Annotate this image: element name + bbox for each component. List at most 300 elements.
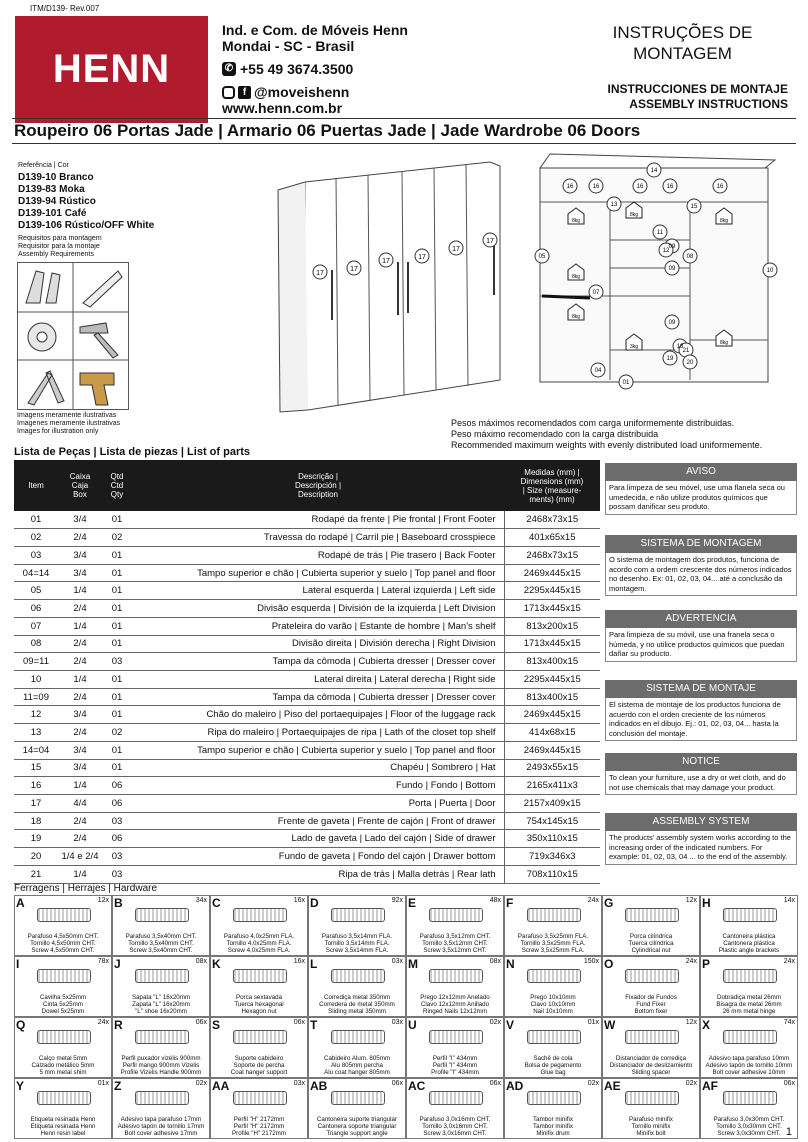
parts-label: Lista de Peças | Lista de piezas | List of parts [14,446,251,458]
callout-label: 15 [690,204,698,210]
hardware-qty: 03x [391,1019,403,1026]
hardware-part-icon [331,1030,385,1044]
tools-illustration [17,262,129,410]
notice-text: The products' assembly system works according to the increasing order of the indicated numbers. For example: 01, 02, 03, 04 ... to the end of the assembly. [605,831,797,865]
hardware-qty: 08x [195,958,207,965]
callout-label: 01 [622,380,630,386]
table-row [14,564,600,582]
weight-tag: 8kg [719,340,729,346]
hardware-item [602,956,700,1017]
hardware-letter: G [604,896,614,910]
hardware-item [210,956,308,1017]
hardware-part-icon [233,1091,287,1105]
weight-tag: 8kg [629,212,639,218]
hardware-qty: 06x [293,1019,305,1026]
social-handle: @moveishenn [254,84,350,100]
callout-label: 14 [650,168,658,174]
table-row [14,529,600,547]
reference-item: D139-106 Rústico/OFF White [18,220,155,231]
description-cell: Chão do maleiro | Piso del portaequipajes | Floor of the luggage rack [132,706,504,724]
hardware-description: Perfil "I" 434mm Perfil "I" 434mm Profile "I" 434mm [431,1055,479,1076]
hardware-part-icon [233,969,287,983]
hardware-item [308,895,406,956]
box-cell: 1/4 [58,670,102,688]
callout-label: 16 [716,184,724,190]
reference-item: D139-10 Branco [18,172,94,183]
hardware-letter: R [114,1018,123,1032]
qty-cell: 06 [102,777,132,795]
hardware-qty: 24x [685,958,697,965]
main-title [560,22,805,64]
notice-text: Para limpieza de su móvil, use una franela seca o húmeda, y no utilice productos químicos que puedan dañar su producto. [605,628,797,662]
item-cell: 02 [14,529,58,547]
qty-cell: 01 [102,706,132,724]
item-cell: 14=04 [14,741,58,759]
qty-cell: 01 [102,511,132,529]
hardware-item [602,1017,700,1078]
hardware-qty: 03x [293,1080,305,1087]
hardware-qty: 12x [685,897,697,904]
hardware-item [112,1017,210,1078]
description-cell: Lateral direita | Lateral derecha | Right side [132,670,504,688]
hardware-item [210,1078,308,1139]
requirement-pt: Requisitos para montagem [18,235,102,242]
square-ruler-icon [83,271,122,307]
wardrobe-exploded-drawing [530,150,786,392]
hardware-qty: 02x [587,1080,599,1087]
table-header [14,460,600,511]
hardware-qty: 02x [195,1080,207,1087]
page-number: 1 [785,1126,792,1138]
callout-label: 04 [594,368,602,374]
description-cell: Tampa da cômoda | Cubierta dresser | Dresser cover [132,688,504,706]
hardware-letter: A [16,896,25,910]
drill-icon [80,373,114,405]
hardware-part-icon [37,1030,91,1044]
hardware-letter: AA [212,1079,230,1093]
hardware-description: Perfil "H" 2172mm Perfil "H" 2172mm Profile "H" 2172mm [232,1116,286,1137]
box-cell: 3/4 [58,706,102,724]
box-cell: 2/4 [58,724,102,742]
box-cell: 3/4 [58,511,102,529]
callout-label: 17 [316,270,324,277]
henn-logo [15,16,208,123]
hardware-letter: M [408,957,418,971]
hardware-part-icon [625,1091,679,1105]
description-cell: Ripa de trás | Malla detrás | Rear lath [132,865,504,883]
hardware-part-icon [429,908,483,922]
description-cell: Prateleira do varão | Estante de hombre | Man's shelf [132,617,504,635]
col-box: Caixa Caja Box [58,460,102,511]
size-cell: 2295x445x15 [504,582,600,600]
facebook-icon: f [238,86,251,99]
subtitle [560,82,788,112]
hardware-qty: 24x [587,897,599,904]
description-cell: Divisão direita | División derecha | Right Division [132,635,504,653]
weight-tag: 8kg [571,218,581,224]
reference-label: Referência | Cor [18,162,69,169]
qty-cell: 01 [102,564,132,582]
hardware-item [210,1017,308,1078]
hardware-item [700,895,798,956]
hardware-description: Cantoneira plástica Cantonera plástica Plastic angle brackets [718,933,780,954]
hardware-label: Ferragens | Herrajes | Hardware [14,883,158,894]
hardware-item [602,1078,700,1139]
hardware-qty: 24x [97,1019,109,1026]
notice-title: SISTEMA DE MONTAJE [605,680,797,698]
hardware-item [504,895,602,956]
size-cell: 2468x73x15 [504,546,600,564]
hardware-item [406,1017,504,1078]
hardware-part-icon [527,1030,581,1044]
col-description: Descrição | Descripción | Description [132,460,504,511]
table-row [14,670,600,688]
description-cell: Fundo de gaveta | Fondo del cajón | Drawer bottom [132,848,504,866]
illustrative-es: Imagenes meramente ilustrativas [17,420,121,427]
weight-tag: 3kg [629,344,639,350]
table-row [14,600,600,618]
hardware-description: Porca cilíndrica Tuerca cilíndrica Cylindrical nut [628,933,674,954]
box-cell: 2/4 [58,529,102,547]
document-code: ITM/D139- Rev.007 [30,4,100,13]
hardware-letter: K [212,957,221,971]
col-item: Item [14,460,58,511]
hardware-description: Distanciador de corrediça Distanciador de deslizamiento Sliding spacer [609,1055,693,1076]
table-row [14,617,600,635]
notice-title: SISTEMA DE MONTAGEM [605,535,797,553]
callout-label: 19 [666,356,674,362]
hardware-letter: O [604,957,614,971]
item-cell: 11=09 [14,688,58,706]
illustrative-pt: Imagens meramente ilustrativas [17,412,117,419]
hardware-letter: W [604,1018,616,1032]
hardware-part-icon [135,1091,189,1105]
hardware-part-icon [233,908,287,922]
hardware-qty: 06x [391,1080,403,1087]
callout-label: 16 [666,184,674,190]
qty-cell: 03 [102,848,132,866]
size-cell: 1713x445x15 [504,600,600,618]
notice-box [605,680,797,741]
hardware-qty: 48x [489,897,501,904]
size-cell: 401x65x15 [504,529,600,547]
phone-icon: ✆ [222,62,236,76]
item-cell: 13 [14,724,58,742]
product-title: Roupeiro 06 Portas Jade | Armario 06 Puertas Jade | Jade Wardrobe 06 Doors [14,121,641,140]
hardware-description: Corrediça metal 350mm Corredera de metal 350mm Sliding metal 350mm [319,994,395,1015]
parts-table [14,460,600,884]
hardware-description: Parafuso minifix Tornillo minifix Minifix bolt [628,1116,674,1137]
hardware-description: Cabideiro Alum. 805mm Alu 805mm percha Alu coat hanger 805mm [323,1055,391,1076]
hardware-qty: 24x [783,958,795,965]
notice-text: El sistema de montaje de los productos funciona de acuerdo con el orden creciente de los números indicados en el dibujo. Ej.: 01, 02, 03, 04... hasta la conclusión del montaje. [605,698,797,741]
hardware-letter: X [702,1018,711,1032]
hardware-item [504,1017,602,1078]
table-row [14,582,600,600]
size-cell: 754x145x15 [504,812,600,830]
hardware-part-icon [527,908,581,922]
table-row [14,848,600,866]
hardware-description: Perfil puxador vizélis 900mm Perfil mango 900mm Vizelis Profile Vizelis Handle 900mm [120,1055,202,1076]
hardware-letter: I [16,957,20,971]
description-cell: Travessa do rodapé | Carril pie | Baseboard crosspiece [132,529,504,547]
callout-label: 17 [382,258,390,265]
hardware-letter: H [702,896,711,910]
hardware-qty: 01x [587,1019,599,1026]
notice-title: NOTICE [605,753,797,771]
hardware-letter: J [114,957,121,971]
callout-label: 20 [686,360,694,366]
illustrative-en: Images for illustration only [17,428,99,435]
hardware-item [700,1017,798,1078]
hardware-item [210,895,308,956]
hardware-letter: Q [16,1018,26,1032]
item-cell: 10 [14,670,58,688]
box-cell: 3/4 [58,546,102,564]
notice-text: To clean your furniture, use a dry or wet cloth, and do not use chemicals that may damage your product. [605,771,797,795]
divider [12,118,796,119]
hammer-icon [80,323,118,358]
illustrative-note [17,412,120,436]
qty-cell: 02 [102,529,132,547]
hardware-item [602,895,700,956]
notice-title: ADVERTENCIA [605,610,797,628]
instagram-icon [222,86,235,99]
box-cell: 1/4 [58,582,102,600]
hardware-part-icon [37,969,91,983]
subtitle-en: ASSEMBLY INSTRUCTIONS [629,97,788,111]
notice-title: AVISO [605,463,797,481]
col-qty: Qtd Ctd Qty [102,460,132,511]
qty-cell: 01 [102,617,132,635]
hardware-description: Adesivo tapa parafuso 17mm Adesivo tapón de tornillo 17mm Bolt cover adhesive 17mm [117,1116,205,1137]
item-cell: 06 [14,600,58,618]
hardware-item [308,956,406,1017]
hardware-part-icon [723,969,777,983]
size-cell: 719x346x3 [504,848,600,866]
hardware-item [700,956,798,1017]
item-cell: 05 [14,582,58,600]
qty-cell: 06 [102,830,132,848]
hardware-description: Parafuso 3,5x25mm FLA. Tornillo 3,5x25mm FLA. Screw 3,5x25mm FLA. [517,933,589,954]
logo-text: HENN [52,47,171,91]
box-cell: 2/4 [58,600,102,618]
hardware-qty: 01x [97,1080,109,1087]
callout-label: 18 [676,344,684,350]
size-cell: 813x200x15 [504,617,600,635]
hardware-description: Sapata "L" 16x20mm Zapata "L" 16x20mm "L" shoe 16x20mm [131,994,191,1015]
col-size: Medidas (mm) | Dimensions (mm) | Size (measure- ments) (mm) [504,460,600,511]
size-cell: 708x110x15 [504,865,600,883]
notice-box [605,535,797,596]
item-cell: 16 [14,777,58,795]
hardware-item [112,895,210,956]
table-row [14,759,600,777]
hardware-letter: AB [310,1079,328,1093]
description-cell: Frente de gaveta | Frente de cajón | Front of drawer [132,812,504,830]
item-cell: 03 [14,546,58,564]
box-cell: 2/4 [58,688,102,706]
hardware-qty: 16x [293,958,305,965]
hardware-part-icon [331,969,385,983]
size-cell: 2468x73x15 [504,511,600,529]
hardware-letter: U [408,1018,417,1032]
description-cell: Fundo | Fondo | Bottom [132,777,504,795]
hardware-qty: 06x [783,1080,795,1087]
hardware-description: Porca sextavada Tuerca hexagonal Hexagon nut [234,994,284,1015]
table-row [14,688,600,706]
table-row [14,865,600,883]
weights-en: Recommended maximum weights with evenly distributed load uniformemente. [451,440,763,450]
hardware-part-icon [625,969,679,983]
hardware-item [14,956,112,1017]
notice-title: ASSEMBLY SYSTEM [605,813,797,831]
hardware-item [700,1078,798,1139]
hardware-qty: 06x [489,1080,501,1087]
phone-row [222,61,353,77]
hardware-item [308,1017,406,1078]
description-cell: Lateral esquerda | Lateral izquierda | Left side [132,582,504,600]
notice-box [605,610,797,662]
requirement-en: Assembly Requirements [18,251,94,258]
hardware-qty: 12x [97,897,109,904]
hardware-letter: F [506,896,514,910]
box-cell: 2/4 [58,653,102,671]
description-cell: Divisão esquerda | División de la izquierda | Left Division [132,600,504,618]
box-cell: 3/4 [58,564,102,582]
hardware-qty: 08x [489,958,501,965]
item-cell: 01 [14,511,58,529]
divider [12,143,796,144]
table-row [14,546,600,564]
hardware-part-icon [135,1030,189,1044]
title-line-2: MONTAGEM [633,44,732,63]
hardware-part-icon [37,1091,91,1105]
table-row [14,795,600,813]
qty-cell: 01 [102,600,132,618]
hardware-letter: L [310,957,318,971]
hardware-part-icon [233,1030,287,1044]
callout-label: 09 [668,320,676,326]
item-cell: 07 [14,617,58,635]
callout-label: 13 [610,202,618,208]
box-cell: 3/4 [58,759,102,777]
item-cell: 17 [14,795,58,813]
hardware-description: Fixador de Fundos Fund Fixer Bottom fixer [625,994,677,1015]
hardware-item [308,1078,406,1139]
size-cell: 2469x445x15 [504,564,600,582]
hardware-description: Sachê de cola Bolsa de pegamento Glue bag [524,1055,582,1076]
hardware-qty: 92x [391,897,403,904]
hardware-part-icon [331,908,385,922]
hardware-description: Etiqueta resinada Henn Etiqueta resinada Henn Henn resin label [30,1116,96,1137]
notice-text: Para limpeza de seu móvel, use uma flanela seca ou umedecida, e não utilize produtos químicos que possam danificar seu produto. [605,481,797,515]
requirements [18,235,102,259]
qty-cell: 01 [102,546,132,564]
box-cell: 2/4 [58,830,102,848]
qty-cell: 01 [102,635,132,653]
callout-label: 16 [592,184,600,190]
hardware-part-icon [135,908,189,922]
hardware-description: Tambor minifix Tambor minifix Minifix drum [533,1116,573,1137]
size-cell: 350x110x15 [504,830,600,848]
title-line-1: INSTRUÇÕES DE [612,23,753,42]
hardware-letter: T [310,1018,318,1032]
table-row [14,812,600,830]
hardware-item [112,956,210,1017]
description-cell: Ripa do maleiro | Portaequipajes de ripa | Lath of the closet top shelf [132,724,504,742]
hardware-part-icon [625,908,679,922]
table-row [14,724,600,742]
hardware-description: Parafuso 3,5x40mm CHT. Tornillo 3,5x40mm CHT. Screw 3,5x40mm CHT. [125,933,197,954]
hardware-description: Prego 12x12mm Anelado Clavo 12x12mm Anillado Ringed Nails 12x12mm [420,994,490,1015]
company-line-2: Mondai - SC - Brasil [222,38,355,54]
social-row [222,84,349,100]
hardware-description: Calço metal 5mm Calzado metálico 5mm 5 mm metal shim [31,1055,95,1076]
item-cell: 12 [14,706,58,724]
hardware-part-icon [723,908,777,922]
table-row [14,653,600,671]
size-cell: 2295x445x15 [504,670,600,688]
requirement-es: Requisitor para la montaje [18,243,100,250]
box-cell: 1/4 [58,617,102,635]
hardware-qty: 06x [195,1019,207,1026]
hardware-qty: 12x [685,1019,697,1026]
table-row [14,777,600,795]
callout-label: 08 [686,254,694,260]
box-cell: 1/4 e 2/4 [58,848,102,866]
callout-label: 17 [350,266,358,273]
hardware-qty: 78x [97,958,109,965]
hardware-description: Suporte cabideiro Soporte de percha Coat hanger support [230,1055,288,1076]
hardware-letter: P [702,957,711,971]
qty-cell: 03 [102,653,132,671]
hardware-part-icon [331,1091,385,1105]
hardware-part-icon [527,1091,581,1105]
hardware-part-icon [135,969,189,983]
hardware-description: Parafuso 3,5x12mm CHT. Tornillo 3,5x12mm CHT. Screw 3,5x12mm CHT. [419,933,491,954]
box-cell: 1/4 [58,777,102,795]
gloves-icon [26,271,60,303]
hardware-description: Prego 10x10mm Clavo 10x10mm Nail 10x10mm [530,994,576,1015]
box-cell: 2/4 [58,812,102,830]
reference-item: D139-101 Café [18,208,87,219]
hardware-letter: N [506,957,515,971]
qty-cell: 01 [102,688,132,706]
phone-number: +55 49 3674.3500 [240,61,354,77]
hardware-description: Parafuso 4,5x50mm CHT. Tornillo 4,5x50mm CHT. Screw 4,5x50mm CHT. [27,933,99,954]
hardware-item [406,956,504,1017]
callout-label: 12 [662,248,670,254]
notice-box [605,753,797,795]
hardware-letter: B [114,896,123,910]
hardware-part-icon [723,1091,777,1105]
hardware-item [504,1078,602,1139]
item-cell: 21 [14,865,58,883]
description-cell: Lado de gaveta | Lado del cajón | Side of drawer [132,830,504,848]
hardware-part-icon [429,1030,483,1044]
hardware-description: Cavilha 5x25mm Cinta 5x25mm Dowel 5x25mm [39,994,87,1015]
hardware-letter: AF [702,1079,718,1093]
hardware-item [14,1078,112,1139]
table-row [14,741,600,759]
hardware-description: Dobradiça metal 26mm Bisagra de metal 26mm 26 mm metal hinge [716,994,782,1015]
hardware-letter: E [408,896,417,910]
item-cell: 08 [14,635,58,653]
hardware-letter: Y [16,1079,25,1093]
hardware-qty: 14x [783,897,795,904]
hardware-qty: 02x [685,1080,697,1087]
